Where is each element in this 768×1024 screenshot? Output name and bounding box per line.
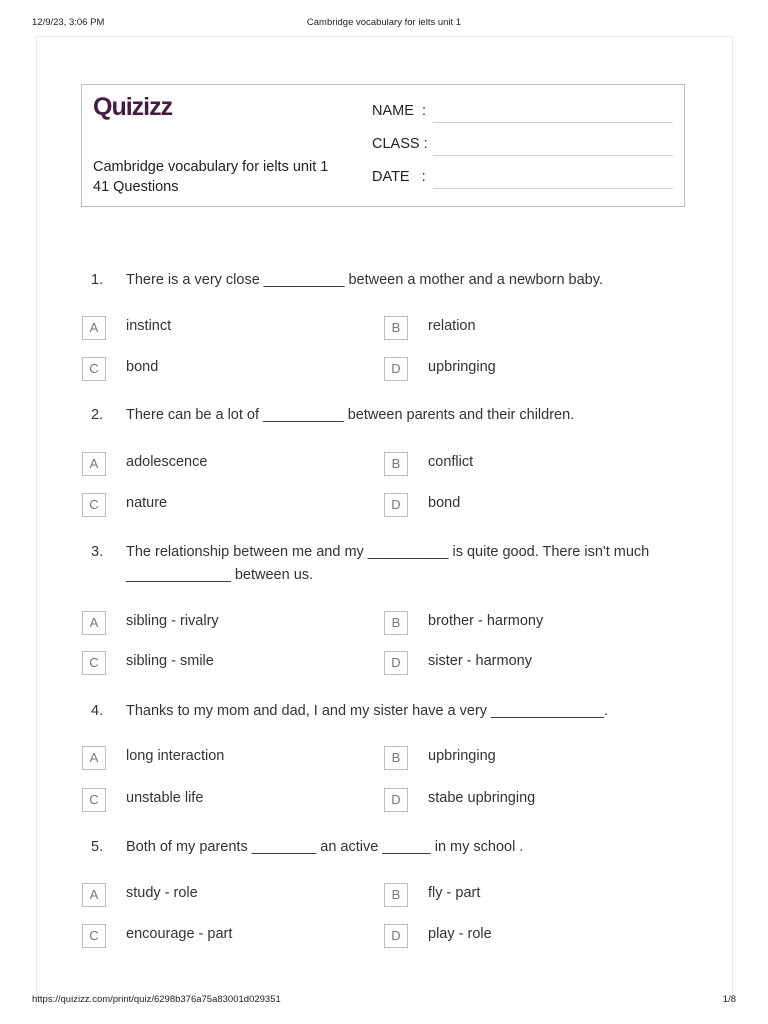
- option-letter-box[interactable]: B: [384, 746, 408, 770]
- option-text: conflict: [428, 454, 474, 470]
- question-number: 1.: [91, 272, 104, 288]
- option-letter-box[interactable]: A: [82, 452, 106, 476]
- option-letter-box[interactable]: D: [384, 788, 408, 812]
- question-text: There is a very close __________ between a mother and a newborn baby.: [126, 272, 603, 288]
- question-5-stem: [91, 836, 671, 859]
- option-letter-box[interactable]: C: [82, 651, 106, 675]
- option-letter-box[interactable]: B: [384, 316, 408, 340]
- date-line[interactable]: [433, 188, 673, 189]
- quiz-title: Cambridge vocabulary for ielts unit 1: [93, 159, 329, 175]
- class-line[interactable]: [433, 155, 673, 156]
- quizizz-logo: Quizizz: [93, 93, 173, 121]
- option-letter-box[interactable]: D: [384, 493, 408, 517]
- option-text: sister - harmony: [428, 653, 532, 669]
- option-text: adolescence: [126, 454, 208, 470]
- question-number: 5.: [91, 839, 104, 855]
- question-1-stem: [91, 269, 671, 292]
- name-label: NAME :: [372, 103, 426, 119]
- question-number: 2.: [91, 407, 104, 423]
- option-letter-box[interactable]: C: [82, 924, 106, 948]
- option-text: nature: [126, 495, 168, 511]
- option-text: bond: [126, 359, 159, 375]
- option-text: stabe upbringing: [428, 790, 536, 806]
- option-letter-box[interactable]: D: [384, 357, 408, 381]
- option-text: sibling - smile: [126, 653, 214, 669]
- date-label: DATE :: [372, 169, 426, 185]
- print-header: [32, 17, 736, 31]
- question-text: The relationship between me and my __________ is quite good. There isn't much _____________ between us.: [126, 544, 650, 583]
- question-text: Both of my parents ________ an active ______ in my school .: [126, 839, 524, 855]
- option-letter-box[interactable]: C: [82, 788, 106, 812]
- option-text: play - role: [428, 926, 492, 942]
- option-letter-box[interactable]: A: [82, 316, 106, 340]
- option-text: upbringing: [428, 359, 496, 375]
- option-letter-box[interactable]: A: [82, 883, 106, 907]
- option-text: long interaction: [126, 748, 225, 764]
- option-letter-box[interactable]: B: [384, 452, 408, 476]
- class-label: CLASS :: [372, 136, 428, 152]
- option-text: upbringing: [428, 748, 496, 764]
- question-number: 4.: [91, 703, 104, 719]
- option-text: relation: [428, 318, 476, 334]
- option-text: bond: [428, 495, 461, 511]
- question-2-stem: [91, 404, 671, 427]
- option-text: sibling - rivalry: [126, 613, 219, 629]
- question-count: 41 Questions: [93, 179, 179, 195]
- option-text: brother - harmony: [428, 613, 544, 629]
- quiz-info-box: [81, 84, 685, 207]
- page-number: 1/8: [722, 994, 736, 1005]
- print-footer: [32, 994, 736, 1008]
- question-text: There can be a lot of __________ between parents and their children.: [126, 407, 575, 423]
- question-3-stem: [91, 541, 671, 587]
- option-letter-box[interactable]: A: [82, 746, 106, 770]
- option-text: unstable life: [126, 790, 204, 806]
- print-title: Cambridge vocabulary for ielts unit 1: [306, 17, 462, 28]
- print-url[interactable]: https://quizizz.com/print/quiz/6298b376a75a83001d029351: [32, 994, 281, 1005]
- option-letter-box[interactable]: B: [384, 611, 408, 635]
- option-letter-box[interactable]: B: [384, 883, 408, 907]
- option-letter-box[interactable]: C: [82, 493, 106, 517]
- question-text: Thanks to my mom and dad, I and my sister have a very ______________.: [126, 703, 608, 719]
- question-4-stem: [91, 700, 671, 723]
- option-text: instinct: [126, 318, 172, 334]
- option-text: encourage - part: [126, 926, 233, 942]
- name-line[interactable]: [433, 122, 673, 123]
- option-letter-box[interactable]: C: [82, 357, 106, 381]
- question-number: 3.: [91, 544, 104, 560]
- option-letter-box[interactable]: D: [384, 651, 408, 675]
- print-date: 12/9/23, 3:06 PM: [32, 17, 105, 28]
- option-text: study - role: [126, 885, 198, 901]
- option-text: fly - part: [428, 885, 481, 901]
- option-letter-box[interactable]: D: [384, 924, 408, 948]
- option-letter-box[interactable]: A: [82, 611, 106, 635]
